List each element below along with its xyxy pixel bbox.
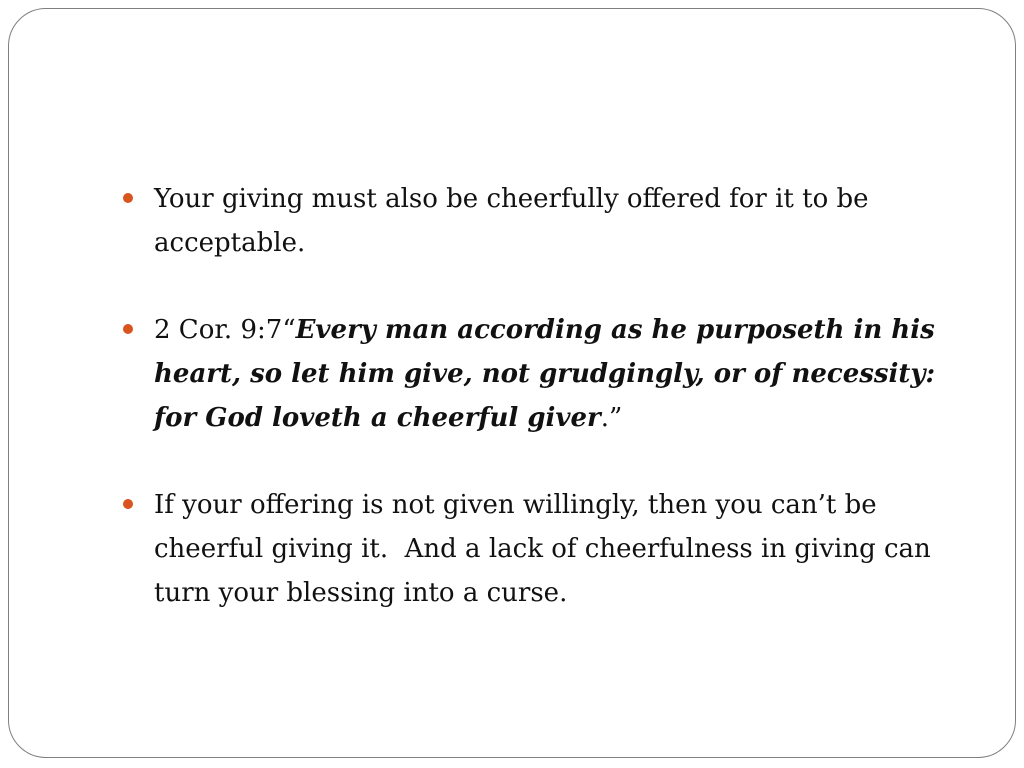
close-quote-mark: .”	[600, 403, 623, 433]
slide-frame	[8, 8, 1016, 758]
bullet-dot-icon	[123, 193, 133, 203]
scripture-quote: Every man according as he purposeth in his heart, so let him give, not grudgingly, or of necessity: for God loveth a cheerful giver	[154, 315, 936, 433]
bullet-text-1: Your giving must also be cheerfully offered for it to be acceptable.	[154, 184, 869, 258]
bullet-list	[123, 177, 943, 658]
open-quote-mark: “	[282, 315, 296, 345]
bullet-item-2	[123, 308, 943, 440]
bullet-item-1	[123, 177, 943, 265]
bullet-dot-icon	[123, 324, 133, 334]
bullet-text-3: If your offering is not given willingly, then you can’t be cheerful giving it. And a lack of cheerfulness in giving can turn your blessing into a curse.	[154, 490, 940, 608]
scripture-reference: 2 Cor. 9:7	[154, 315, 283, 345]
bullet-item-3	[123, 483, 943, 615]
bullet-dot-icon	[123, 499, 133, 509]
